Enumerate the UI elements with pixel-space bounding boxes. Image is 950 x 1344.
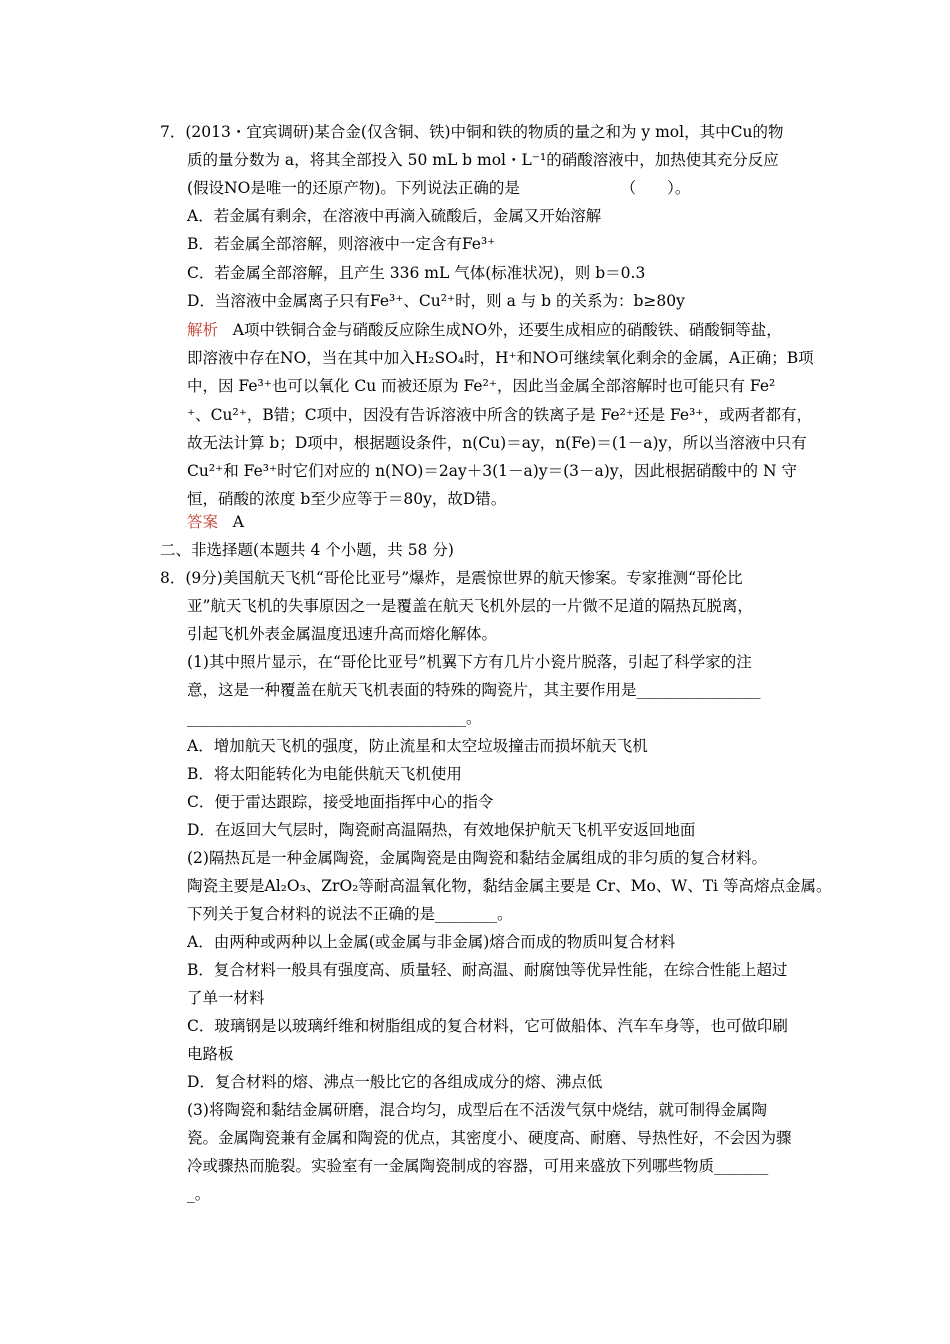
q7-analysis-line-3: 中，因 Fe³⁺也可以氧化 Cu 而被还原为 Fe²⁺，因此当金属全部溶解时也可能只有 Fe² (187, 377, 776, 395)
answer-value: A (232, 513, 244, 531)
q8-stem-line-2: 亚”航天飞机的失事原因之一是覆盖在航天飞机外层的一片微不足道的隔热瓦脱离， (187, 597, 753, 615)
q7-analysis-line-2: 即溶液中存在NO，当在其中加入H₂SO₄时，H⁺和NO可继续氧化剩余的金属，A正确；B项 (187, 349, 814, 367)
q8-part2-option-d: D．复合材料的熔、沸点一般比它的各组成成分的熔、沸点低 (187, 1073, 603, 1091)
q8-part2-option-c-line-1: C．玻璃钢是以玻璃纤维和树脂组成的复合材料，它可做船体、汽车车身等，也可做印刷 (187, 1017, 788, 1035)
q8-part1-line-1: (1)其中照片显示，在“哥伦比亚号”机翼下方有几片小瓷片脱落，引起了科学家的注 (187, 653, 752, 671)
q8-part1-option-c: C．便于雷达跟踪，接受地面指挥中心的指令 (187, 793, 494, 811)
q7-stem-line-3: (假设NO是唯一的还原产物)。下列说法正确的是 （ ）。 (187, 179, 691, 197)
q7-analysis-line-4: ⁺、Cu²⁺，B错；C项中，因没有告诉溶液中所含的铁离子是 Fe²⁺还是 Fe³⁺，或两者都有， (187, 406, 812, 424)
q8-part1-line-3: ____________________________________。 (187, 709, 482, 727)
q8-part1-option-a: A．增加航天飞机的强度，防止流星和太空垃圾撞击而损坏航天飞机 (187, 737, 648, 755)
q8-part2-line-2: 陶瓷主要是Al₂O₃、ZrO₂等耐高温氧化物，黏结金属主要是 Cr、Mo、W、Ti 等高熔点金属。 (187, 877, 832, 895)
analysis-label: 解析 (187, 321, 219, 339)
q7-analysis-line-7: 恒，硝酸的浓度 b至少应等于＝80y，故D错。 (187, 490, 507, 508)
q8-part1-option-b: B．将太阳能转化为电能供航天飞机使用 (187, 765, 462, 783)
q7-analysis-line-5: 故无法计算 b；D项中，根据题设条件，n(Cu)＝ay，n(Fe)＝(1－a)y，所以当溶液中只有 (187, 434, 807, 452)
q8-stem-line-3: 引起飞机外表金属温度迅速升高而熔化解体。 (187, 625, 498, 643)
q8-part3-line-4: _。 (187, 1185, 211, 1203)
q8-part2-option-b-line-1: B．复合材料一般具有强度高、质量轻、耐高温、耐腐蚀等优异性能，在综合性能上超过 (187, 961, 788, 979)
q7-analysis-line-6: Cu²⁺和 Fe³⁺时它们对应的 n(NO)＝2ay＋3(1－a)y＝(3－a)y，因此根据硝酸中的 N 守 (187, 462, 797, 480)
q8-part3-line-3: 冷或骤热而脆裂。实验室有一金属陶瓷制成的容器，可用来盛放下列哪些物质_______ (187, 1157, 769, 1175)
q8-part1-option-d: D．在返回大气层时，陶瓷耐高温隔热，有效地保护航天飞机平安返回地面 (187, 821, 696, 839)
analysis-text: A项中铁铜合金与硝酸反应除生成NO外，还要生成相应的硝酸铁、硝酸铜等盐， (232, 321, 782, 339)
q7-option-b: B．若金属全部溶解，则溶液中一定含有Fe³⁺ (187, 235, 496, 253)
q8-part2-line-1: (2)隔热瓦是一种金属陶瓷，金属陶瓷是由陶瓷和黏结金属组成的非匀质的复合材料。 (187, 849, 767, 867)
q8-part2-option-a: A．由两种或两种以上金属(或金属与非金属)熔合而成的物质叫复合材料 (187, 933, 676, 951)
answer-label: 答案 (187, 513, 219, 531)
q8-part3-line-2: 瓷。金属陶瓷兼有金属和陶瓷的优点，其密度小、硬度高、耐磨、导热性好，不会因为骤 (187, 1129, 792, 1147)
q7-analysis-line-1 (187, 320, 782, 340)
q7-option-c: C．若金属全部溶解，且产生 336 mL 气体(标准状况)，则 b＝0.3 (187, 264, 646, 282)
q8-stem-line-1: 8．(9分)美国航天飞机“哥伦比亚号”爆炸，是震惊世界的航天惨案。专家推测“哥伦比 (160, 569, 743, 587)
q8-part2-line-3: 下列关于复合材料的说法不正确的是________。 (187, 905, 513, 923)
q8-part2-option-b-line-2: 了单一材料 (187, 989, 265, 1007)
q8-part2-option-c-line-2: 电路板 (187, 1045, 234, 1063)
section-heading: 二、非选择题(本题共 4 个小题，共 58 分) (160, 541, 454, 559)
q8-part1-line-2: 意，这是一种覆盖在航天飞机表面的特殊的陶瓷片，其主要作用是________________ (187, 681, 761, 699)
q8-part3-line-1: (3)将陶瓷和黏结金属研磨，混合均匀，成型后在不活泼气氛中烧结，就可制得金属陶 (187, 1101, 767, 1119)
q7-answer (187, 512, 244, 532)
q7-stem-line-1: 7．(2013・宜宾调研)某合金(仅含铜、铁)中铜和铁的物质的量之和为 y mol，其中Cu的物 (160, 123, 784, 141)
q7-stem-line-2: 质的量分数为 a，将其全部投入 50 mL b mol・L⁻¹的硝酸溶液中，加热使其充分反应 (187, 151, 779, 169)
q7-option-a: A．若金属有剩余，在溶液中再滴入硫酸后，金属又开始溶解 (187, 207, 602, 225)
q7-option-d: D．当溶液中金属离子只有Fe³⁺、Cu²⁺时，则 a 与 b 的关系为：b≥80y (187, 292, 685, 310)
